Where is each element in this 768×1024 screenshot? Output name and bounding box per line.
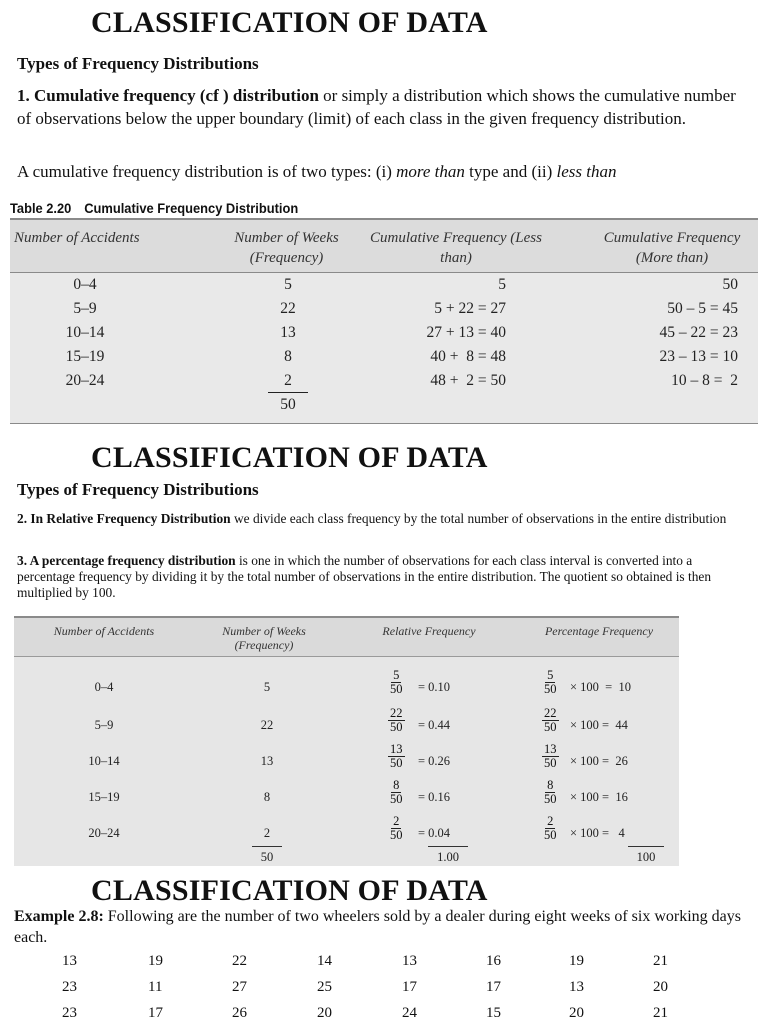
table1-cell: 10–14 <box>65 324 105 341</box>
table1-cell: 45 – 22 = 23 <box>659 324 738 341</box>
table2-header-weeks: Number of Weeks (Frequency) <box>222 624 306 652</box>
sales-value: 13 <box>569 979 584 995</box>
sales-value: 13 <box>402 953 417 969</box>
table1-cell: 8 <box>284 348 292 365</box>
fraction-denominator: 50 <box>390 828 403 842</box>
fraction-numerator: 2 <box>547 814 554 828</box>
section1-paragraph-types <box>17 160 757 183</box>
percentage-fraction <box>542 743 559 770</box>
fraction-denominator: 50 <box>544 828 557 842</box>
sales-value: 13 <box>62 953 77 969</box>
table2-frequency-cell: 2 <box>263 826 271 840</box>
table2-relative-value: = 0.44 <box>418 718 451 732</box>
table1-caption-number: Table 2.20 <box>10 200 72 216</box>
types-text-c: type and (ii) <box>464 162 557 181</box>
table1-total-rule <box>268 392 308 393</box>
table1-total: 50 <box>280 396 296 413</box>
fraction-numerator: 13 <box>544 742 557 756</box>
relative-percentage-frequency-table <box>14 616 679 866</box>
example-2-8-paragraph <box>14 906 754 948</box>
section1-title: CLASSIFICATION OF DATA <box>91 6 488 39</box>
types-text-a: A cumulative frequency distribution is of two types: (i) <box>17 162 397 181</box>
cf-definition: or simply a distribution which shows the cumulative number of observations below the upper boundary (limit) of each class in the given frequency distribution. <box>17 86 736 128</box>
table1-header-weeks: Number of Weeks (Frequency) <box>234 230 339 266</box>
fraction-numerator: 5 <box>547 668 554 682</box>
table1-cell: 40 + 8 = 48 <box>430 348 506 365</box>
sales-value: 26 <box>232 1005 247 1021</box>
relative-fraction <box>388 815 405 842</box>
relative-fraction <box>388 707 405 734</box>
types-less-than: less than <box>556 162 617 181</box>
fraction-numerator: 22 <box>544 706 557 720</box>
percentage-term: 3. A percentage frequency distribution <box>17 553 236 568</box>
sales-value: 24 <box>402 1005 417 1021</box>
table1-header-accidents: Number of Accidents <box>14 230 140 246</box>
sales-value: 22 <box>232 953 247 969</box>
table2-frequency-cell: 22 <box>260 718 274 732</box>
sales-value: 17 <box>402 979 417 995</box>
table2-class-cell: 10–14 <box>88 754 120 768</box>
table1-cell: 0–4 <box>73 276 97 293</box>
table1-cell: 50 <box>722 276 738 293</box>
table2-total-rel-rule <box>428 846 468 847</box>
table1-cell: 10 – 8 = 2 <box>671 372 738 389</box>
fraction-numerator: 8 <box>393 778 400 792</box>
section2-paragraph-percentage <box>17 553 737 601</box>
sales-value: 20 <box>653 979 668 995</box>
table2-percentage-value: × 100 = 44 <box>570 718 628 732</box>
fraction-denominator: 50 <box>390 792 403 806</box>
fraction-denominator: 50 <box>544 756 557 770</box>
section3-title: CLASSIFICATION OF DATA <box>91 874 488 907</box>
table2-relative-value: = 0.04 <box>418 826 451 840</box>
sales-value: 21 <box>653 953 668 969</box>
table2-total-pct: 100 <box>636 850 656 864</box>
table2-total-freq: 50 <box>260 850 274 864</box>
sales-value: 17 <box>148 1005 163 1021</box>
sales-value: 14 <box>317 953 332 969</box>
sales-value: 23 <box>62 1005 77 1021</box>
sales-value: 21 <box>653 1005 668 1021</box>
table2-class-cell: 20–24 <box>88 826 120 840</box>
table2-header-accidents: Number of Accidents <box>53 624 155 638</box>
table1-cell: 5 <box>498 276 506 293</box>
table2-relative-value: = 0.10 <box>418 680 451 694</box>
section1-subtitle: Types of Frequency Distributions <box>17 54 259 73</box>
table2-percentage-value: × 100 = 26 <box>570 754 628 768</box>
fraction-denominator: 50 <box>544 682 557 696</box>
table1-cell: 2 <box>284 372 292 389</box>
sales-value: 15 <box>486 1005 501 1021</box>
example-text: Following are the number of two wheelers sold by a dealer during eight weeks of six working days each. <box>14 908 741 946</box>
table1-cell: 50 – 5 = 45 <box>667 300 738 317</box>
section2-subtitle: Types of Frequency Distributions <box>17 480 259 499</box>
fraction-numerator: 2 <box>393 814 400 828</box>
table2-frequency-cell: 5 <box>263 680 271 694</box>
relative-fraction <box>388 779 405 806</box>
table2-class-cell: 15–19 <box>88 790 120 804</box>
sales-value: 20 <box>569 1005 584 1021</box>
fraction-numerator: 22 <box>390 706 403 720</box>
percentage-fraction <box>542 779 559 806</box>
table1-cell: 48 + 2 = 50 <box>430 372 506 389</box>
table1-cell: 23 – 13 = 10 <box>659 348 738 365</box>
sales-value: 19 <box>569 953 584 969</box>
table1-cell: 5 + 22 = 27 <box>434 300 506 317</box>
table1-cell: 15–19 <box>65 348 105 365</box>
table1-cell: 27 + 13 = 40 <box>426 324 506 341</box>
table1-cell: 20–24 <box>65 372 105 389</box>
table2-total-pct-rule <box>628 846 664 847</box>
table2-percentage-value: × 100 = 10 <box>570 680 631 694</box>
percentage-fraction <box>542 669 559 696</box>
sales-value: 23 <box>62 979 77 995</box>
sales-value: 17 <box>486 979 501 995</box>
fraction-denominator: 50 <box>390 682 403 696</box>
table2-relative-value: = 0.16 <box>418 790 451 804</box>
table2-frequency-cell: 13 <box>260 754 274 768</box>
types-more-than: more than <box>396 162 465 181</box>
table1-header-less-than: Cumulative Frequency (Less than) <box>370 230 542 266</box>
table1-caption-text: Cumulative Frequency Distribution <box>84 200 299 216</box>
table2-header-relative: Relative Frequency <box>382 624 476 638</box>
fraction-denominator: 50 <box>390 720 403 734</box>
fraction-denominator: 50 <box>390 756 403 770</box>
relative-fraction <box>388 669 405 696</box>
relative-definition: we divide each class frequency by the total number of observations in the entire distribution <box>230 511 727 526</box>
relative-term: 2. In Relative Frequency Distribution <box>17 511 231 526</box>
section2-paragraph-relative <box>17 511 742 527</box>
section1-paragraph-cf <box>17 84 752 130</box>
table2-total-rel: 1.00 <box>437 850 459 864</box>
section2-title: CLASSIFICATION OF DATA <box>91 441 488 474</box>
cumulative-frequency-table <box>10 218 758 424</box>
sales-value: 16 <box>486 953 501 969</box>
percentage-definition: is one in which the number of observations for each class interval is converted into a percentage frequency by dividing it by the total number of observations in the entire distribution. The quotient so obtained is then multiplied by 100. <box>17 553 712 600</box>
relative-fraction <box>388 743 405 770</box>
fraction-numerator: 5 <box>393 668 400 682</box>
table1-header-more-than: Cumulative Frequency (More than) <box>603 230 741 266</box>
example-label: Example 2.8: <box>14 908 104 925</box>
fraction-numerator: 13 <box>390 742 403 756</box>
fraction-numerator: 8 <box>547 778 554 792</box>
percentage-fraction <box>542 707 559 734</box>
table2-percentage-value: × 100 = 4 <box>570 826 625 840</box>
sales-value: 19 <box>148 953 163 969</box>
table2-percentage-value: × 100 = 16 <box>570 790 628 804</box>
table1-caption <box>10 200 298 216</box>
table2-class-cell: 0–4 <box>94 680 114 694</box>
sales-value: 27 <box>232 979 247 995</box>
table1-cell: 5 <box>284 276 292 293</box>
sales-value: 11 <box>148 979 163 995</box>
table1-cell: 22 <box>280 300 296 317</box>
table2-total-freq-rule <box>252 846 282 847</box>
table2-header-percentage: Percentage Frequency <box>544 624 654 638</box>
sales-value: 25 <box>317 979 332 995</box>
percentage-fraction <box>542 815 559 842</box>
table2-relative-value: = 0.26 <box>418 754 451 768</box>
table1-cell: 13 <box>280 324 296 341</box>
table2-class-cell: 5–9 <box>94 718 114 732</box>
table1-cell: 5–9 <box>73 300 97 317</box>
fraction-denominator: 50 <box>544 720 557 734</box>
fraction-denominator: 50 <box>544 792 557 806</box>
table2-frequency-cell: 8 <box>263 790 271 804</box>
sales-value: 20 <box>317 1005 332 1021</box>
cf-term: 1. Cumulative frequency (cf ) distribution <box>17 86 319 105</box>
